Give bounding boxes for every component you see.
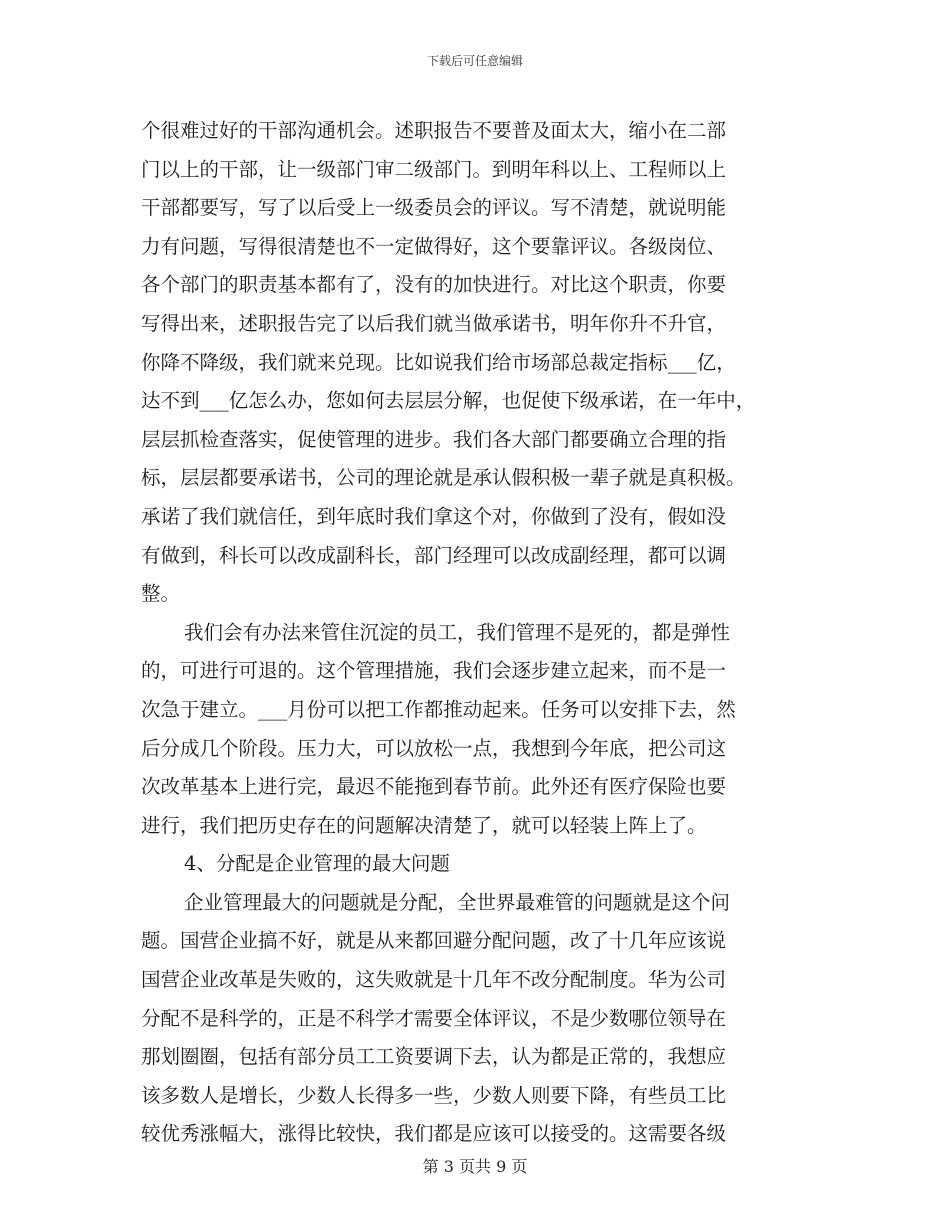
text-line: 门以上的干部，让一级部门审二级部门。到明年科以上、工程师以上	[141, 157, 727, 181]
text-line: 题。国营企业搞不好，就是从来都回避分配问题，改了十几年应该说	[141, 929, 727, 953]
text-line: 标，层层都要承诺书，公司的理论就是承认假积极一辈子就是真积极。	[141, 466, 746, 490]
text-line: 企业管理最大的问题就是分配，全世界最难管的问题就是这个问	[184, 890, 731, 914]
page-header: 下载后可任意编辑	[426, 54, 523, 68]
text-line: 该多数人是增长，少数人长得多一些，少数人则要下降，有些员工比	[141, 1083, 727, 1107]
page-footer: 第 3 页共 9 页	[422, 1157, 528, 1176]
text-line: 你降不降级，我们就来兑现。比如说我们给市场部总裁定指标___亿，	[141, 350, 736, 374]
text-line: 承诺了我们就信任，到年底时我们拿这个对，你做到了没有，假如没	[141, 504, 727, 528]
document-body	[141, 112, 813, 1154]
text-line: 力有问题，写得很清楚也不一定做得好，这个要靠评议。各级岗位、	[141, 234, 727, 258]
text-line: 我们会有办法来管住沉淀的员工，我们管理不是死的，都是弹性	[184, 620, 731, 644]
text-line: 国营企业改革是失败的，这失败就是十几年不改分配制度。华为公司	[141, 968, 727, 992]
text-line: 层层抓检查落实，促使管理的进步。我们各大部门都要确立合理的指	[141, 427, 727, 451]
text-line: 整。	[141, 582, 181, 606]
text-line: 个很难过好的干部沟通机会。述职报告不要普及面太大，缩小在二部	[141, 119, 727, 142]
text-line: 的，可进行可退的。这个管理措施，我们会逐步建立起来，而不是一	[141, 659, 727, 683]
text-line: 较优秀涨幅大，涨得比较快，我们都是应该可以接受的。这需要各级	[141, 1122, 727, 1146]
text-line: 有做到，科长可以改成副科长，部门经理可以改成副经理，都可以调	[141, 543, 727, 567]
text-line: 次改革基本上进行完，最迟不能拖到春节前。此外还有医疗保险也要	[141, 775, 727, 799]
text-line: 那划圈圈，包括有部分员工工资要调下去，认为都是正常的，我想应	[141, 1045, 727, 1069]
text-line: 4、分配是企业管理的最大问题	[184, 852, 450, 876]
text-line: 次急于建立。___月份可以把工作都推动起来。任务可以安排下去，然	[141, 697, 736, 721]
text-line: 各个部门的职责基本都有了，没有的加快进行。对比这个职责，你要	[141, 273, 727, 297]
text-line: 后分成几个阶段。压力大，可以放松一点，我想到今年底，把公司这	[141, 736, 727, 760]
text-line: 进行，我们把历史存在的问题解决清楚了，就可以轻装上阵上了。	[141, 813, 707, 837]
text-line: 写得出来，述职报告完了以后我们就当做承诺书，明年你升不升官，	[141, 311, 727, 335]
text-line: 分配不是科学的，正是不科学才需要全体评议，不是少数哪位领导在	[141, 1006, 727, 1030]
text-line: 干部都要写，写了以后受上一级委员会的评议。写不清楚，就说明能	[141, 196, 727, 220]
text-line: 达不到___亿怎么办，您如何去层层分解，也促使下级承诺，在一年中，	[141, 389, 756, 413]
